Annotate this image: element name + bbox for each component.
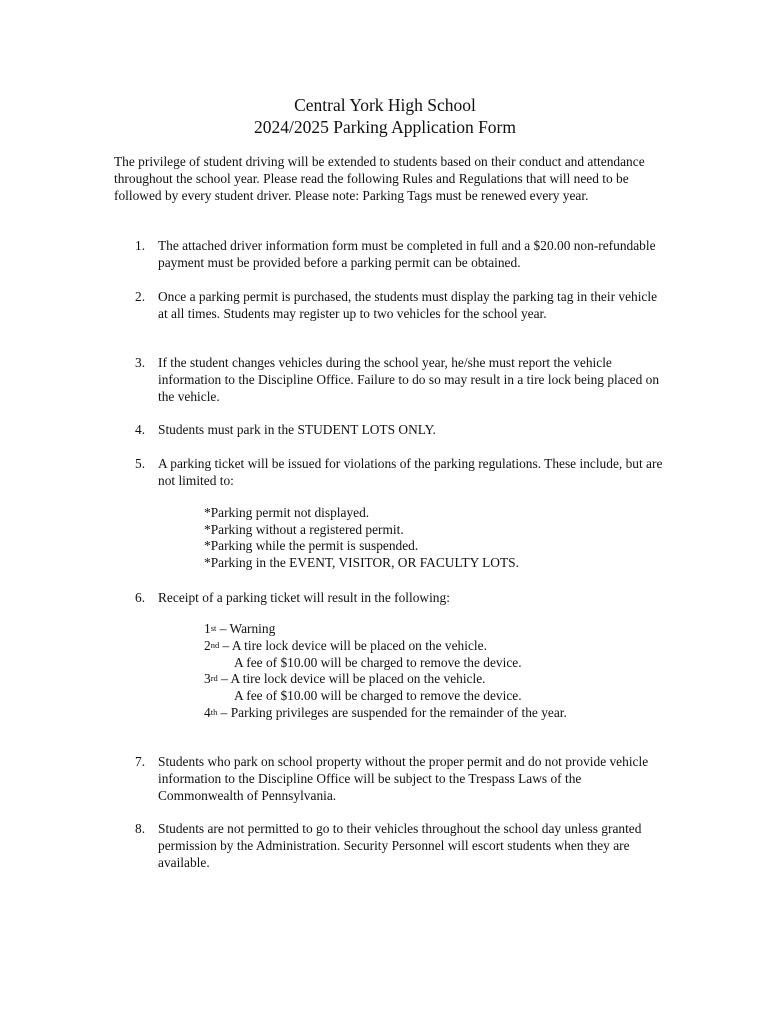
consequence-item	[204, 621, 275, 638]
rule-item	[135, 455, 665, 489]
violation-item: *Parking permit not displayed.	[204, 505, 370, 520]
ordinal-suffix: th	[210, 707, 218, 717]
consequence-note: A fee of $10.00 will be charged to remove the device.	[234, 688, 522, 703]
rule-number: 2.	[135, 289, 146, 304]
rule-text: Receipt of a parking ticket will result in the following:	[158, 590, 450, 605]
rule-item	[135, 288, 665, 322]
rule-text: A parking ticket will be issued for violations of the parking regulations. These include, but are not limited to:	[158, 456, 663, 488]
consequence-ordinal: 3	[204, 671, 211, 686]
consequence-text: – A tire lock device will be placed on the vehicle.	[217, 671, 486, 686]
violation-item: *Parking without a registered permit.	[204, 522, 404, 537]
consequence-text: – Warning	[216, 621, 276, 636]
consequence-ordinal: 2	[204, 638, 211, 653]
consequence-item	[204, 671, 486, 688]
ordinal-suffix: nd	[210, 640, 220, 650]
violation-item: *Parking in the EVENT, VISITOR, OR FACULTY LOTS.	[204, 555, 519, 570]
rule-number: 4.	[135, 422, 146, 437]
rule-text: Students must park in the STUDENT LOTS ONLY.	[158, 422, 436, 437]
rule-text: If the student changes vehicles during the school year, he/she must report the vehicle information to the Discipline Office. Failure to do so may result in a tire lock being placed on the vehicle.	[158, 355, 660, 404]
consequence-note: A fee of $10.00 will be charged to remove the device.	[234, 655, 522, 670]
rule-number: 5.	[135, 456, 146, 471]
consequence-text: – Parking privileges are suspended for the remainder of the year.	[217, 705, 567, 720]
violation-item: *Parking while the permit is suspended.	[204, 538, 419, 553]
rule-item	[135, 354, 665, 405]
ordinal-suffix: st	[210, 623, 217, 633]
consequence-item	[204, 638, 487, 655]
rule-number: 8.	[135, 821, 146, 836]
consequence-ordinal: 4	[204, 705, 211, 720]
rule-text: Students who park on school property without the proper permit and do not provide vehicle information to the Discipline Office will be subject to the Trespass Laws of the Commonwealth of Pennsylvania.	[158, 754, 649, 803]
rule-text: Once a parking permit is purchased, the students must display the parking tag in their vehicle at all times. Students may register up to two vehicles for the school year.	[158, 289, 658, 321]
intro-paragraph: The privilege of student driving will be extended to students based on their conduct and attendance throughout the school year. Please read the following Rules and Regulations that will need to be followed by every student driver. Please note: Parking Tags must be renewed every year.	[114, 154, 645, 203]
consequence-item	[204, 705, 567, 722]
rule-number: 3.	[135, 355, 146, 370]
rule-item	[135, 820, 665, 871]
rule-number: 6.	[135, 590, 146, 605]
rule-item	[135, 589, 665, 606]
rule-number: 7.	[135, 754, 146, 769]
consequence-text: – A tire lock device will be placed on the vehicle.	[219, 638, 487, 653]
rule-text: The attached driver information form must be completed in full and a $20.00 non-refundable payment must be provided before a parking permit can be obtained.	[158, 238, 656, 270]
rule-item	[135, 753, 665, 804]
school-name: Central York High School	[294, 95, 476, 115]
rule-number: 1.	[135, 238, 146, 253]
ordinal-suffix: rd	[210, 673, 218, 683]
rule-text: Students are not permitted to go to their vehicles throughout the school day unless granted permission by the Administration. Security Personnel will escort students when they are available.	[158, 821, 642, 870]
rule-item	[135, 237, 665, 271]
consequence-ordinal: 1	[204, 621, 211, 636]
form-title: 2024/2025 Parking Application Form	[253, 117, 516, 137]
rule-item	[135, 421, 665, 438]
